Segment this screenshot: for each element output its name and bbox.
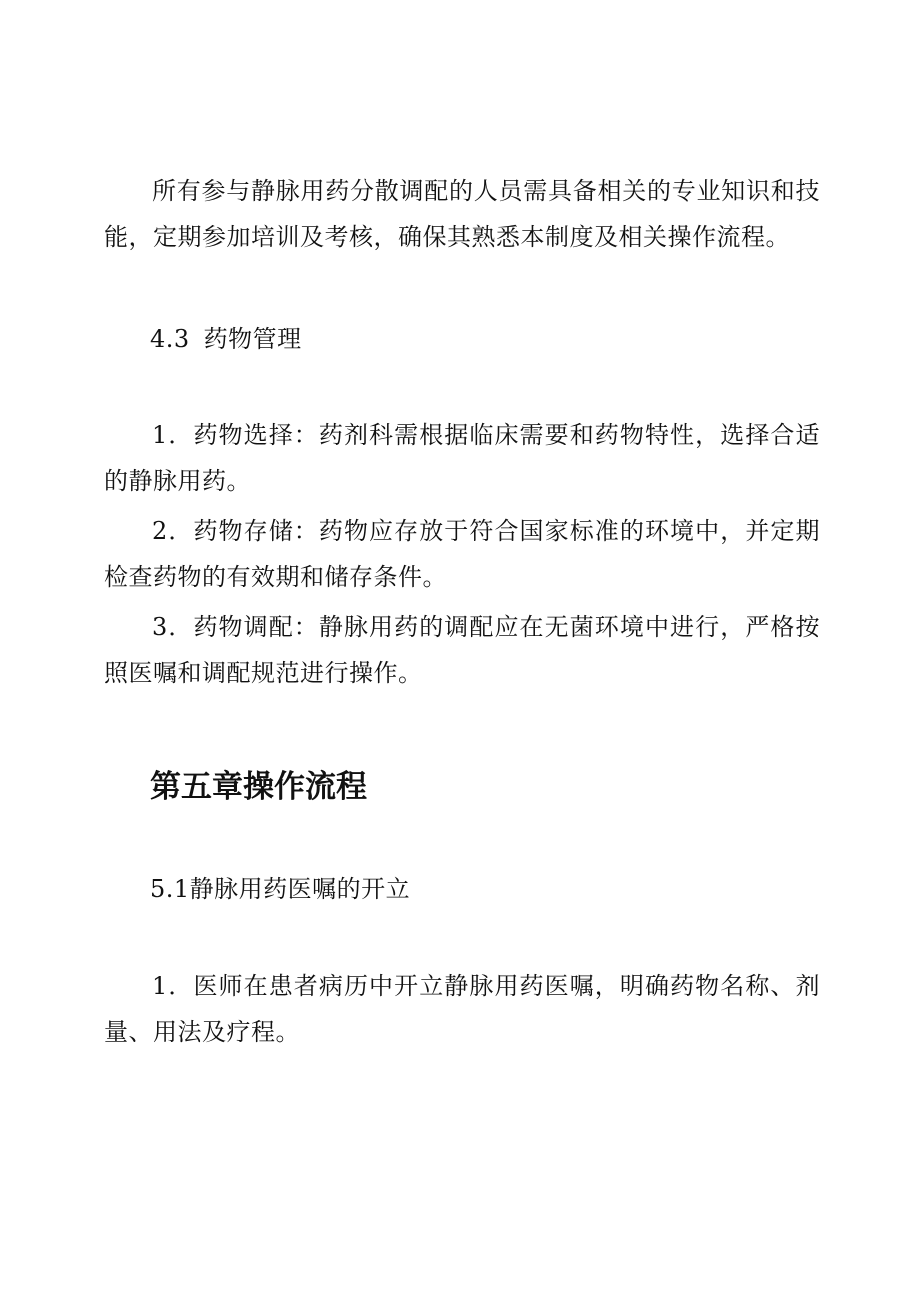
- drug-preparation-item: 3．药物调配：静脉用药的调配应在无菌环境中进行，严格按照医嘱和调配规范进行操作。: [104, 613, 820, 687]
- drug-storage-item: 2．药物存储：药物应存放于符合国家标准的环境中，并定期检查药物的有效期和储存条件。: [104, 517, 820, 591]
- drug-selection-item: 1．药物选择：药剂科需根据临床需要和药物特性，选择合适的静脉用药。: [104, 421, 820, 495]
- section-4-3-number: 4.3: [150, 325, 190, 353]
- chapter-5-title: 第五章操作流程: [150, 769, 367, 805]
- section-4-3-heading: [150, 323, 302, 355]
- section-4-3-title: 药物管理: [203, 325, 302, 353]
- section-5-1-heading: 5.1静脉用药医嘱的开立: [150, 875, 411, 903]
- intro-paragraph: 所有参与静脉用药分散调配的人员需具备相关的专业知识和技能，定期参加培训及考核，确保其熟悉本制度及相关操作流程。: [104, 177, 820, 251]
- order-item: 1．医师在患者病历中开立静脉用药医嘱，明确药物名称、剂量、用法及疗程。: [104, 972, 820, 1046]
